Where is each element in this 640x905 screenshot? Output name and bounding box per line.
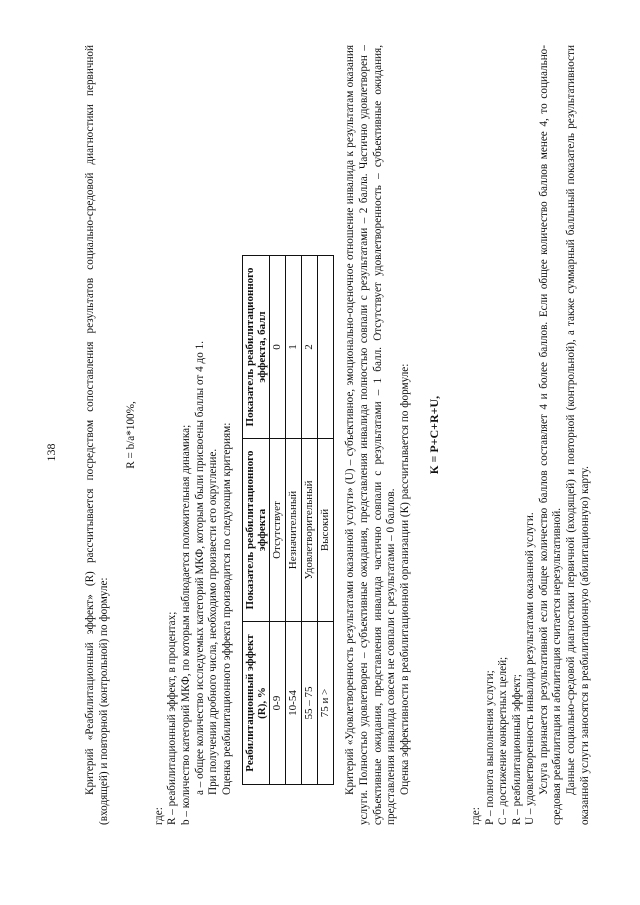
where-label-2: где: (469, 807, 482, 825)
table-header-cell: Показатель реабилитационного эффекта, балл (243, 256, 270, 439)
definition-c: С – достижение конкретных целей; (497, 656, 510, 825)
definition-a: a – общее количество исследуемых категорий МКФ, которым были присвоены баллы от 4 до 1. (193, 341, 206, 795)
final-paragraph: Данные социально-средовой диагностики первичной (входящей) и повторной (контрольной), а также суммарный балльный показатель результативности оказанной услуги заносятся в реабилитационную (абилитационную) карту. (565, 45, 591, 825)
table-row (318, 256, 334, 785)
where-label: где: (152, 807, 165, 825)
table-cell: 1 (286, 256, 302, 439)
table-cell: Незначительный (286, 439, 302, 622)
table-cell: 10-54 (286, 622, 302, 785)
evaluation-note: Оценка реабилитационного эффекта производится по следующим критериям: (220, 422, 233, 795)
definition-u: U – удовлетворенность инвалида результатами оказанной услуги. (524, 512, 537, 825)
criteria-table (242, 255, 334, 785)
table-cell: 55 – 75 (302, 622, 318, 785)
intro-paragraph: Критерий «Реабилитационный эффект» (R) рассчитывается посредством сопоставления результатов социально-средовой диагностики первичной (входящей) и повторной (контрольной) по формуле: (84, 45, 110, 825)
table-cell (318, 256, 334, 439)
table-cell: Удовлетворительный (302, 439, 318, 622)
formula-k: К = Р+С+R+U, (427, 395, 442, 475)
efficiency-note: Оценка эффективности в реабилитационной организации (К) рассчитывается по формуле: (398, 363, 411, 795)
table-row (286, 256, 302, 785)
table-cell: 2 (302, 256, 318, 439)
definition-r-effect: R – реабилитационный эффект; (510, 674, 523, 825)
table-cell: 0 (270, 256, 286, 439)
document-body (84, 45, 592, 825)
table-cell: Отсутствует (270, 439, 286, 622)
table-cell: Высокий (318, 439, 334, 622)
table-header-cell: Реабилитационный эффект (R), % (243, 622, 270, 785)
table-row (302, 256, 318, 785)
table-cell: 0-9 (270, 622, 286, 785)
satisfaction-paragraph: Критерий «Удовлетворенность результатами оказанной услуги» (U) – субъективное, эмоционально-оценочное отношение инвалида к результатам оказания услуги. Полностью удовлетворен – субъективные ожидания, представления инвалида полностью совпали с результатами – 2 балла. Частично удовлетворен – субъективные ожидания, представления инвалида частично совпали с результатами – 1 балл. Отсутствует удовлетворенность – субъективные ожидания, представления инвалида совсем не совпали с результатами – 0 баллов. (344, 45, 398, 825)
table-header-row (243, 256, 270, 785)
definition-p: Р – полнота выполнения услуги; (483, 670, 496, 825)
formula-r: R = b/a*100%, (125, 401, 138, 469)
table-row (270, 256, 286, 785)
page-number: 138 (44, 443, 58, 462)
definition-b: b – количество категорий МКФ, по которым наблюдается положительная динамика; (179, 424, 192, 825)
table-cell: 75 и > (318, 622, 334, 785)
definition-r: R – реабилитационный эффект, в процентах; (166, 611, 179, 825)
conclusion-paragraph: Услуга признается результативной если общее количество баллов составляет 4 и более баллов. Если общее количество баллов менее 4, то социально-средовая реабилитация и абилитация считается нерезультативной. (537, 45, 564, 825)
table-header-cell: Показатель реабилитационного эффекта (243, 439, 270, 622)
rounding-note: При получении дробного числа, необходимо произвести его округление. (207, 448, 220, 795)
